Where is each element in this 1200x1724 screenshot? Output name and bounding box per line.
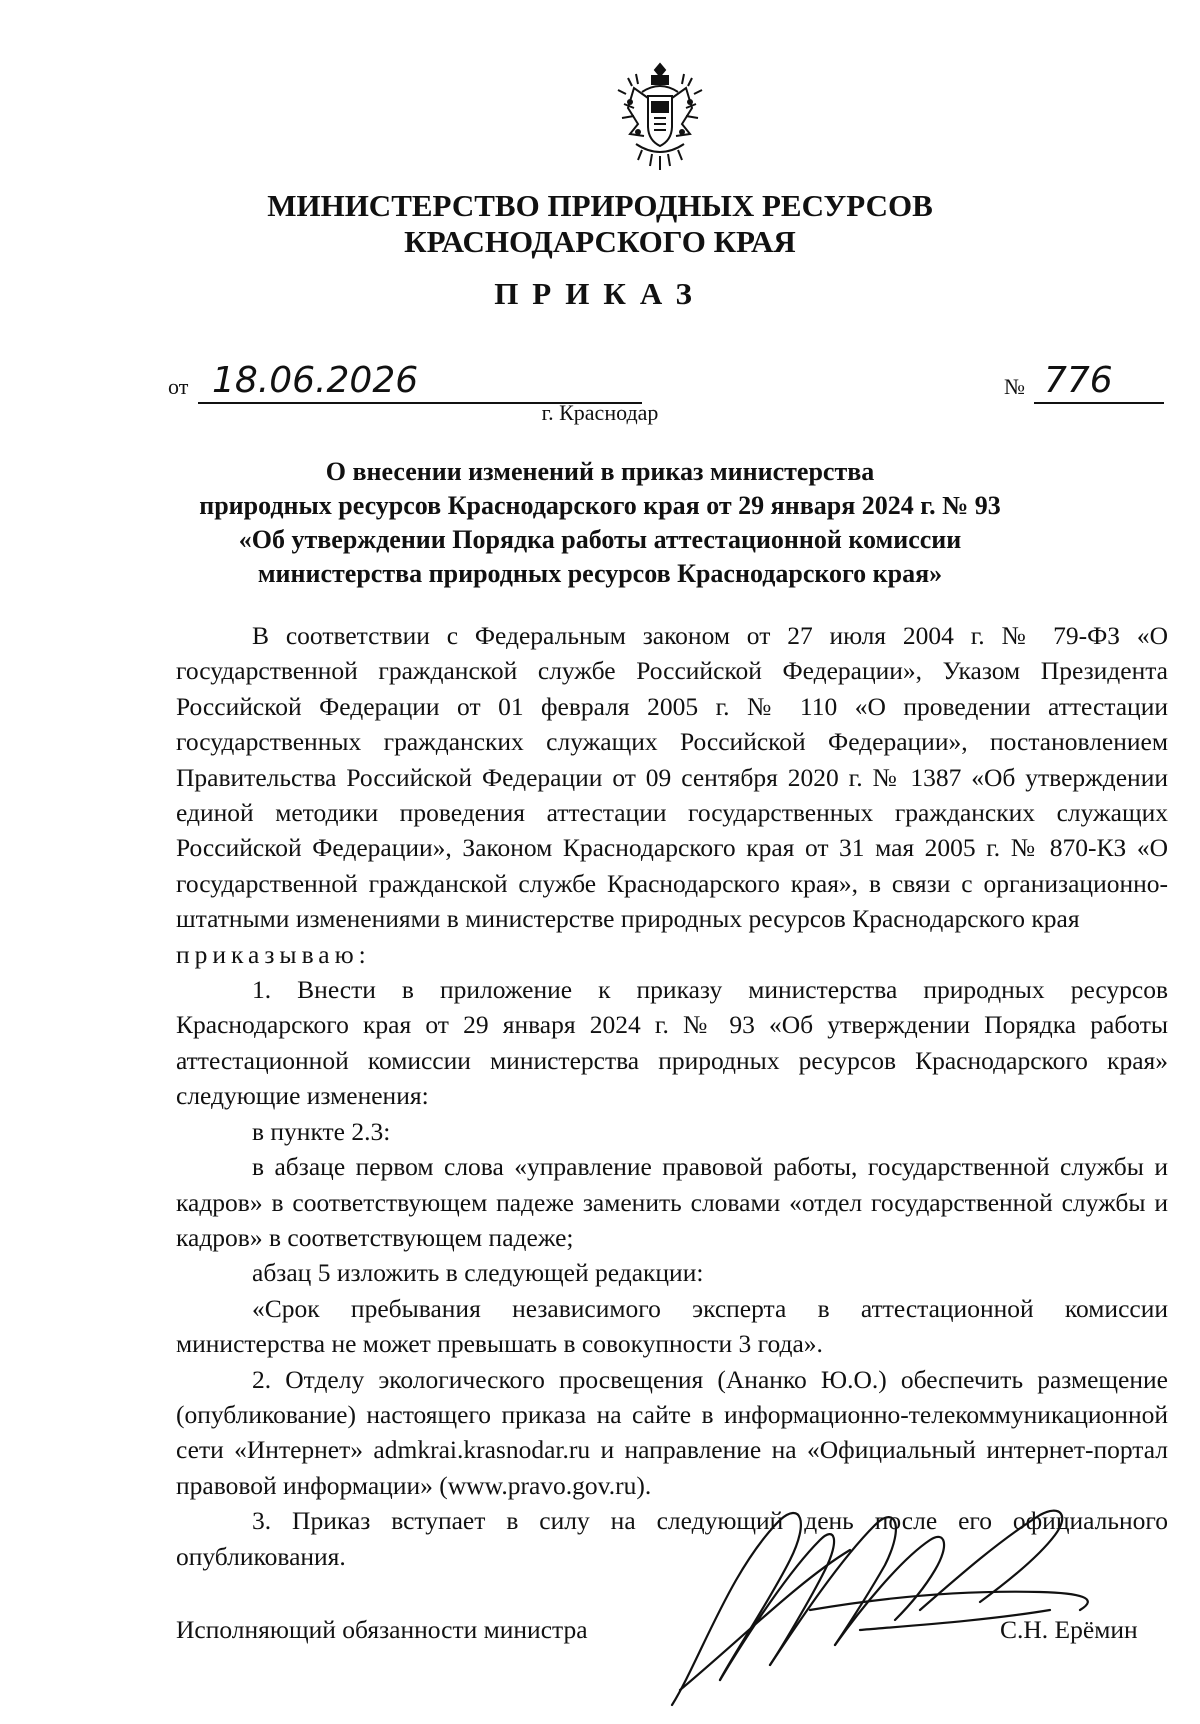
paragraph-preamble: В соответствии с Федеральным законом от 27 июля 2004 г. № 79-ФЗ «О государственной гражданской службе Российской Федерации», Указом Президента Российской Федерации от 01 февраля 2005 г. № 110 «О проведении аттестации государственных гражданских служащих Российской Федерации», постановлением Правительства Российской Федерации от 09 сентября 2020 г. № 1387 «Об утверждении единой методики проведения аттестации государственных гражданских служащих Российской Федерации», Законом Краснодарского края от 31 мая 2005 г. № 870-КЗ «О государственной гражданской службе Краснодарского края», в связи с организационно-штатными изменениями в министерстве природных ресурсов Краснодарского края	[176, 621, 1168, 934]
document-body	[176, 618, 1168, 1574]
paragraph-item-3: 3. Приказ вступает в силу на следующий день после его официального опубликования.	[176, 1506, 1168, 1571]
number-prefix: №	[1004, 374, 1025, 399]
title-line: министерства природных ресурсов Краснодарского края»	[257, 559, 943, 588]
signatory-title: Исполняющий обязанности министра	[176, 1615, 588, 1644]
signatory-name: С.Н. Ерёмин	[1000, 1615, 1138, 1644]
document-type-heading: ПРИКАЗ	[494, 276, 706, 311]
ministry-line-1: МИНИСТЕРСТВО ПРИРОДНЫХ РЕСУРСОВ	[267, 188, 933, 223]
handwritten-signature	[660, 1480, 1120, 1720]
paragraph-new-text: «Срок пребывания независимого эксперта в аттестационной комиссии министерства не может превышать в совокупности 3 года».	[176, 1293, 1168, 1359]
paragraph-clause: в пункте 2.3:	[252, 1116, 391, 1146]
handwritten-date: 18.06.2026	[198, 360, 642, 404]
city: г. Краснодар	[541, 400, 659, 425]
paragraph-amendment: в абзаце первом слова «управление правовой работы, государственной службы и кадров» в соответствующем падеже заменить словами «отдел государственной службы и кадров» в соответствующем падеже;	[176, 1152, 1168, 1252]
date-prefix: от	[168, 374, 189, 399]
title-line: «Об утверждении Порядка работы аттестационной комиссии	[238, 525, 962, 554]
paragraph-item-1: 1. Внести в приложение к приказу министерства природных ресурсов Краснодарского края от 29 января 2024 г. № 93 «Об утверждении Порядка работы аттестационной комиссии министерства природных ресурсов Краснодарского края» следующие изменения:	[176, 975, 1168, 1111]
ministry-name	[0, 188, 1200, 260]
title-line: О внесении изменений в приказ министерства	[325, 457, 875, 486]
handwritten-number: 776	[1034, 360, 1164, 404]
ministry-line-2: КРАСНОДАРСКОГО КРАЯ	[404, 224, 796, 259]
decree-word: приказываю:	[176, 939, 371, 969]
paragraph-item-2: 2. Отделу экологического просвещения (Ананко Ю.О.) обеспечить размещение (опубликование) настоящего приказа на сайте в информационно-телекоммуникационной сети «Интернет» admkrai.krasnodar.ru и направление на «Официальный интернет-портал правовой информации» (www.pravo.gov.ru).	[176, 1364, 1168, 1500]
coat-of-arms-icon	[612, 58, 708, 178]
paragraph-clause: абзац 5 изложить в следующей редакции:	[252, 1258, 704, 1288]
title-line: природных ресурсов Краснодарского края от 29 января 2024 г. № 93	[199, 491, 1001, 520]
document-title	[60, 455, 1140, 591]
